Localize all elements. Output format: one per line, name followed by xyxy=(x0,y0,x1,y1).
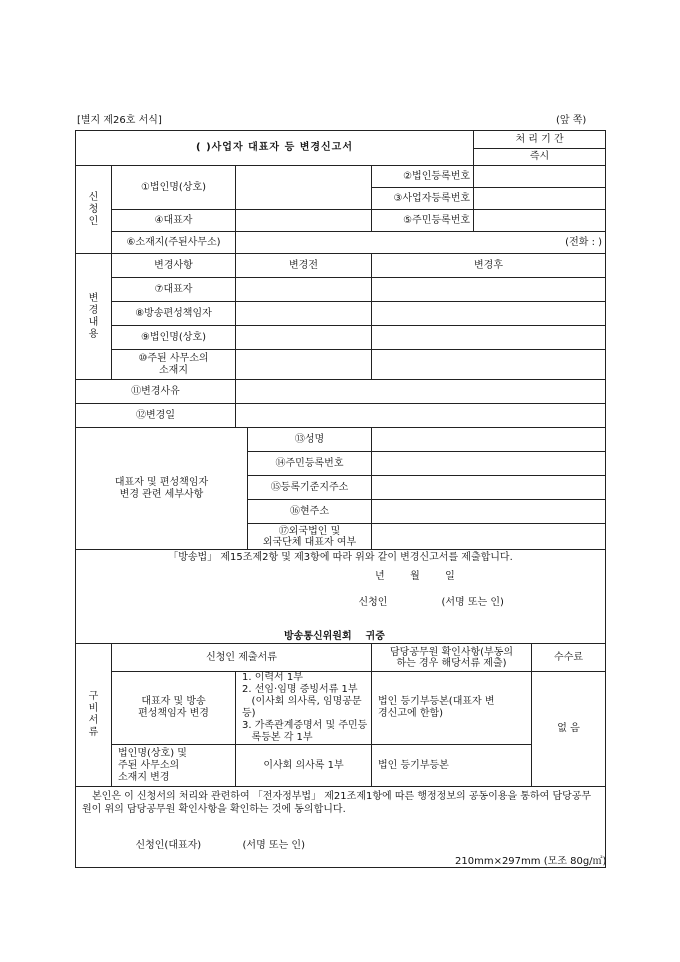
docs-col-check: 담당공무원 확인사항(부동의 하는 경우 해당서류 제출) xyxy=(372,644,532,672)
declaration-text: 「방송법」 제15조제2항 및 제3항에 따라 위와 같이 변경신고서를 제출합니다. xyxy=(168,552,513,563)
declaration-applicant-label: 신청인 xyxy=(358,597,388,608)
change-row-label: ⑨법인명(상호) xyxy=(112,326,236,350)
declaration-sign-label: (서명 또는 인) xyxy=(441,597,504,608)
resident-no-label: ⑤주민등록번호 xyxy=(372,210,474,232)
representative-field[interactable] xyxy=(236,210,372,232)
docs-row1-list: 1. 이력서 1부 2. 선임·임명 증빙서류 1부 (이사회 의사록, 임명공문 등) 3. 가족관계증명서 및 주민등 록등본 각 1부 xyxy=(236,672,372,745)
change-after-field[interactable] xyxy=(372,302,606,326)
change-after-field[interactable] xyxy=(372,278,606,302)
biz-reg-no-field[interactable] xyxy=(474,188,606,210)
change-before-field[interactable] xyxy=(236,302,372,326)
detail-section-label: 대표자 및 편성책임자 변경 관련 세부사항 xyxy=(76,428,248,550)
change-date-field[interactable] xyxy=(236,404,606,428)
detail-row-label: ⑯현주소 xyxy=(248,500,372,524)
detail-field[interactable] xyxy=(372,476,606,500)
paper-spec: 210mm×297mm (모조 80g/㎡) xyxy=(455,856,607,867)
form-title: ( )사업자 대표자 등 변경신고서 xyxy=(76,131,474,166)
form-number: [별지 제26호 서식] xyxy=(77,115,162,126)
detail-field[interactable] xyxy=(372,500,606,524)
change-row-label: ⑧방송편성책임자 xyxy=(112,302,236,326)
changes-col-after: 변경후 xyxy=(372,254,606,278)
fee-value: 없 음 xyxy=(532,672,606,787)
docs-col-fee: 수수료 xyxy=(532,644,606,672)
phone-field[interactable]: (전화 : ) xyxy=(236,232,606,254)
consent-applicant-label: 신청인(대표자) xyxy=(135,840,202,851)
applicant-section-label: 신 청 인 xyxy=(76,166,112,254)
change-before-field[interactable] xyxy=(236,350,372,380)
change-date-label: ⑫변경일 xyxy=(76,404,236,428)
detail-field[interactable] xyxy=(372,524,606,550)
changes-col-before: 변경전 xyxy=(236,254,372,278)
recipient: 방송통신위원회 귀중 xyxy=(284,631,385,642)
processing-period-label: 처 리 기 간 xyxy=(474,131,606,149)
change-before-field[interactable] xyxy=(236,278,372,302)
changes-section-label: 변 경 내 용 xyxy=(76,254,112,380)
detail-row-label: ⑬성명 xyxy=(248,428,372,452)
page-side-label: (앞 쪽) xyxy=(556,115,587,126)
declaration-block xyxy=(76,550,606,644)
docs-section-label: 구 비 서 류 xyxy=(76,644,112,787)
declaration-date: 년 월 일 xyxy=(375,571,455,582)
change-report-form xyxy=(75,130,606,868)
corp-name-label: ①법인명(상호) xyxy=(112,166,236,210)
change-row-label: ⑦대표자 xyxy=(112,278,236,302)
change-before-field[interactable] xyxy=(236,326,372,350)
change-row-label: ⑩주된 사무소의 소재지 xyxy=(112,350,236,380)
docs-row1-check: 법인 등기부등본(대표자 변 경신고에 한함) xyxy=(372,672,532,745)
change-after-field[interactable] xyxy=(372,350,606,380)
detail-field[interactable] xyxy=(372,452,606,476)
consent-text: 본인은 이 신청서의 처리와 관련하여 「전자정부법」 제21조제1항에 따른 행정정보의 공동이용을 통하여 담당공무원이 위의 담당공무원 확인사항을 확인하는 것에 동의합니다. xyxy=(82,791,592,815)
resident-no-field[interactable] xyxy=(474,210,606,232)
detail-field[interactable] xyxy=(372,428,606,452)
declaration-signer xyxy=(79,585,602,621)
change-reason-field[interactable] xyxy=(236,380,606,404)
docs-row2-list: 이사회 의사록 1부 xyxy=(236,745,372,787)
docs-row1-label: 대표자 및 방송 편성책임자 변경 xyxy=(112,672,236,745)
detail-row-label: ⑭주민등록번호 xyxy=(248,452,372,476)
representative-label: ④대표자 xyxy=(112,210,236,232)
processing-period-value: 즉시 xyxy=(474,149,606,166)
detail-row-label: ⑰외국법인 및 외국단체 대표자 여부 xyxy=(248,524,372,550)
biz-reg-no-label: ③사업자등록번호 xyxy=(372,188,474,210)
change-after-field[interactable] xyxy=(372,326,606,350)
corp-name-field[interactable] xyxy=(236,166,372,210)
consent-sign-label: (서명 또는 인) xyxy=(242,840,305,851)
docs-col-submit: 신청인 제출서류 xyxy=(112,644,372,672)
detail-row-label: ⑮등록기준지주소 xyxy=(248,476,372,500)
corp-reg-no-field[interactable] xyxy=(474,166,606,188)
address-label: ⑥소재지(주된사무소) xyxy=(112,232,236,254)
docs-row2-check: 법인 등기부등본 xyxy=(372,745,532,787)
corp-reg-no-label: ②법인등록번호 xyxy=(372,166,474,188)
change-reason-label: ⑪변경사유 xyxy=(76,380,236,404)
docs-row2-label: 법인명(상호) 및 주된 사무소의 소재지 변경 xyxy=(112,745,236,787)
changes-col-item: 변경사항 xyxy=(112,254,236,278)
